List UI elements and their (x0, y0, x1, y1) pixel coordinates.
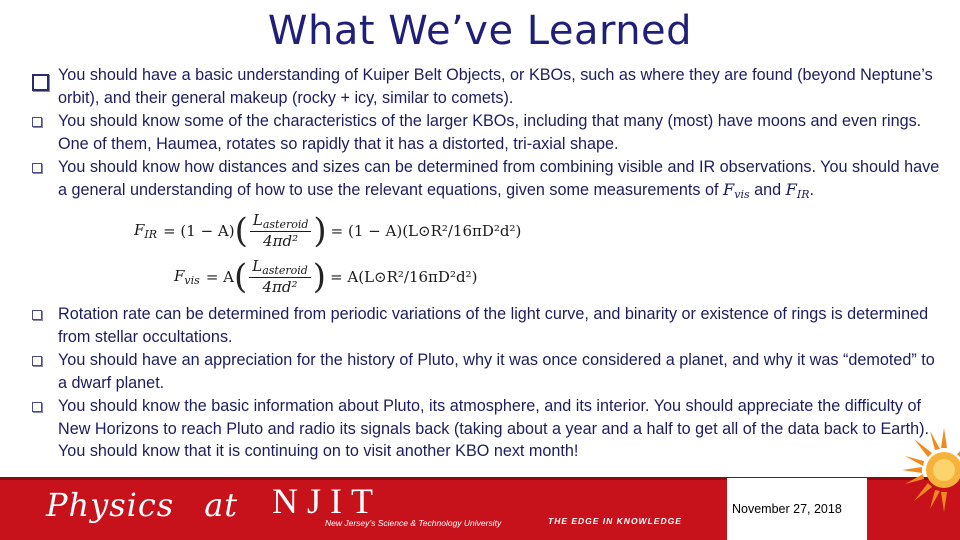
bullet-square-icon (32, 402, 42, 412)
equation-ir: $F_{IR}$ = (1 − A) ( $\frac{L_{asteroid}}{\text{4πd²}}$ ) = (1 − A)(L⊙R²/16πD²d²) (134, 210, 522, 251)
bullet-square-icon (32, 117, 42, 127)
edge-slogan: THE EDGE IN KNOWLEDGE (548, 516, 682, 526)
slide-date: November 27, 2018 (732, 502, 842, 516)
bullet-square-icon (32, 74, 49, 91)
bullet-square-icon (32, 356, 42, 366)
slide-title: What We’ve Learned (267, 8, 693, 54)
eq-vis-lhs: $F_{vis}$ (174, 266, 200, 287)
njit-tagline: New Jersey’s Science & Technology University (325, 518, 502, 528)
sun-icon (896, 414, 960, 514)
eq-ir-mid: = (1 − A) (163, 221, 235, 240)
bullet-item (30, 349, 940, 394)
bullet-text: You should know some of the characteristics of the larger KBOs, including that many (most) have moons and even rings. One of them, Haumea, rotates so rapidly that it has a distorted, tri-axial shape. (58, 112, 922, 153)
bullet-item: You should know how distances and sizes can be determined from combining visible and IR observations. You should have a general understanding of how to use the relevant equations, given some measurements of $F_{vis}$ and $F_{IR}$. (30, 156, 940, 206)
bullet-text: You should have an appreciation for the history of Pluto, why it was once considered a planet, and why it was “demoted” to a dwarf planet. (58, 351, 935, 392)
bullet-text: You should know how distances and sizes can be determined from combining visible and IR observations. You should have a general understanding of how to use the relevant equations, given some measurements of (58, 158, 940, 199)
eq-vis-fraction: $\frac{L_{asteroid}}{\text{4πd²}}$ (249, 257, 311, 296)
eq-ir-rhs: = (1 − A)(L⊙R²/16πD²d²) (330, 221, 522, 240)
f-vis-symbol: $F_{vis}$ (723, 179, 750, 201)
njit-logo: NJIT (272, 481, 382, 521)
physics-at-logo: Physics at (46, 486, 239, 524)
bullet-square-icon (32, 163, 42, 173)
eq-ir-fraction: $\frac{L_{asteroid}}{\text{4πd²}}$ (250, 211, 312, 250)
bullet-square-icon (32, 310, 42, 320)
bullet-item (30, 110, 940, 155)
eq-vis-rhs: = A(L⊙R²/16πD²d²) (330, 267, 478, 286)
and-text: and (754, 180, 782, 199)
bullet-item (30, 64, 940, 109)
bullet-item (30, 395, 940, 463)
eq-vis-mid: = A (205, 267, 234, 286)
bullet-list (30, 64, 940, 464)
bullet-text: You should have a basic understanding of Kuiper Belt Objects, or KBOs, such as where they are found (beyond Neptune’s orbit), and their general makeup (rocky + icy, similar to comets). (58, 66, 933, 107)
bullet-item (30, 303, 940, 348)
bullet-text: Rotation rate can be determined from periodic variations of the light curve, and binarity or existence of rings is determined from stellar occultations. (58, 305, 929, 346)
f-ir-symbol: $F_{IR}$ (785, 179, 810, 201)
equation-vis: $F_{vis}$ = A ( $\frac{L_{asteroid}}{\text{4πd²}}$ ) = A(L⊙R²/16πD²d²) (174, 256, 478, 297)
eq-ir-lhs: $F_{IR}$ (134, 220, 158, 241)
bullet-text: You should know the basic information about Pluto, its atmosphere, and its interior. You should appreciate the difficulty of New Horizons to reach Pluto and radio its signals back (taking about a year and a half to get all of the data back to Earth). You should know that it is continuing on to visit another KBO next month! (58, 397, 930, 460)
